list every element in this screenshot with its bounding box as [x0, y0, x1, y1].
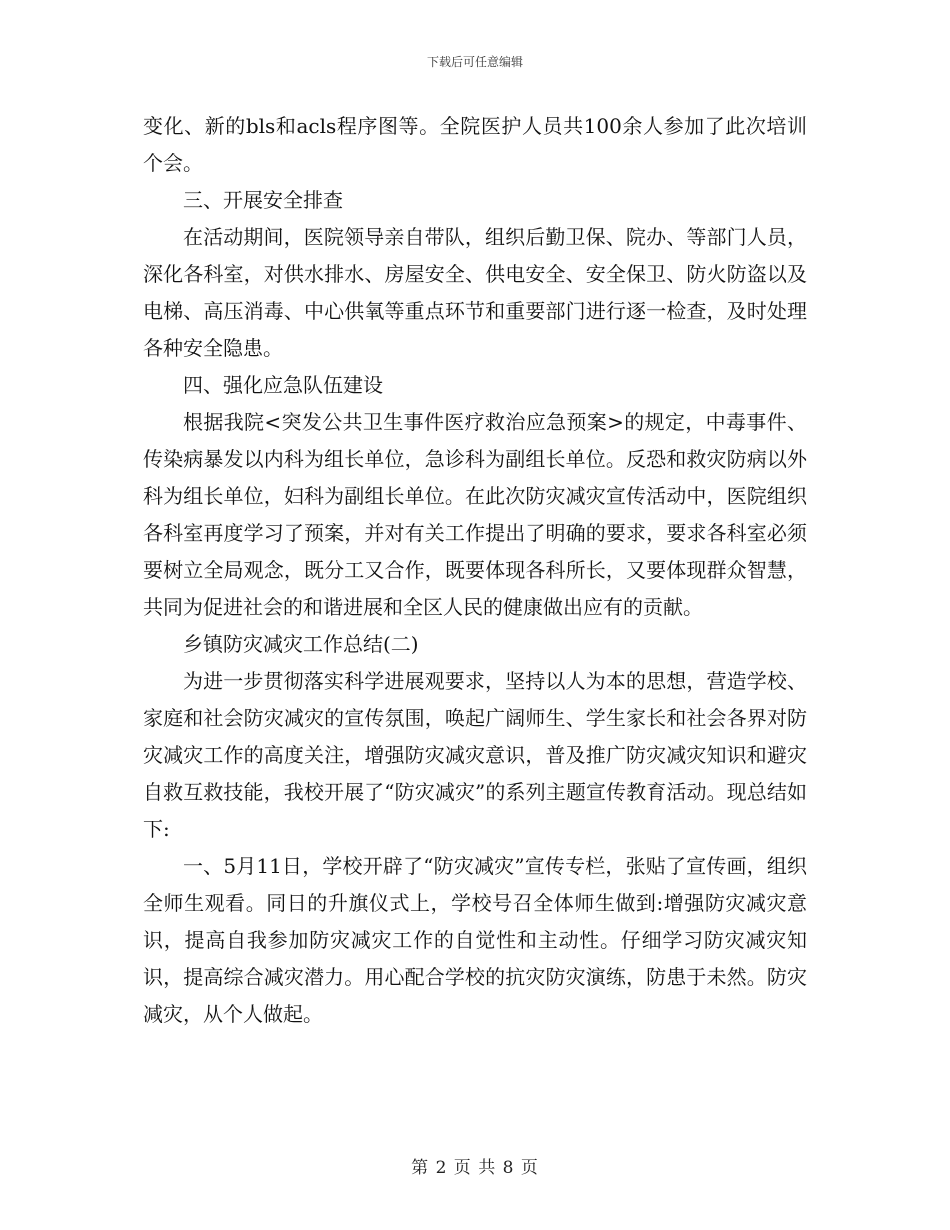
section-heading-emergency-team: 四、强化应急队伍建设	[183, 373, 383, 397]
document-body	[143, 108, 807, 1033]
page-number-footer: 第 2 页 共 8 页	[411, 1158, 539, 1178]
paragraph-item-one: 一、5月11日，学校开辟了“防灾减灾”宣传专栏，张贴了宣传画，组织全师生观看。同日的升旗仪式上，学校号召全体师生做到:增强防灾减灾意识，提高自我参加防灾减灾工作的自觉性和主动性。仔细学习防灾减灾知识，提高综合减灾潜力。用心配合学校的抗灾防灾演练，防患于未然。防灾减灾，从个人做起。	[143, 854, 807, 1026]
paragraph-emergency-team: 根据我院<突发公共卫生事件医疗救治应急预案>的规定，中毒事件、传染病暴发以内科为组长单位，急诊科为副组长单位。反恐和救灾防病以外科为组长单位，妇科为副组长单位。在此次防灾减灾宣传活动中，医院组织各科室再度学习了预案，并对有关工作提出了明确的要求，要求各科室必须要树立全局观念，既分工又合作，既要体现各科所长，又要体现群众智慧，共同为促进社会的和谐进展和全区人民的健康做出应有的贡献。	[143, 410, 807, 619]
document-subtitle: 乡镇防灾减灾工作总结(二)	[183, 632, 419, 656]
paragraph-continuation: 变化、新的bls和acls程序图等。全院医护人员共100余人参加了此次培训个会。	[143, 114, 807, 175]
paragraph-safety-check: 在活动期间，医院领导亲自带队，组织后勤卫保、院办、等部门人员，深化各科室，对供水排水、房屋安全、供电安全、安全保卫、防火防盗以及电梯、高压消毒、中心供氧等重点环节和重要部门进行逐一检查，及时处理各种安全隐患。	[143, 225, 807, 360]
paragraph-intro: 为进一步贯彻落实科学进展观要求，坚持以人为本的思想，营造学校、家庭和社会防灾减灾的宣传氛围，唤起广阔师生、学生家长和社会各界对防灾减灾工作的高度关注，增强防灾减灾意识，普及推广防灾减灾知识和避灾自救互救技能，我校开展了“防灾减灾”的系列主题宣传教育活动。现总结如下:	[143, 669, 807, 841]
section-heading-safety-check: 三、开展安全排查	[183, 188, 343, 212]
page-header: 下载后可任意编辑	[426, 55, 523, 69]
